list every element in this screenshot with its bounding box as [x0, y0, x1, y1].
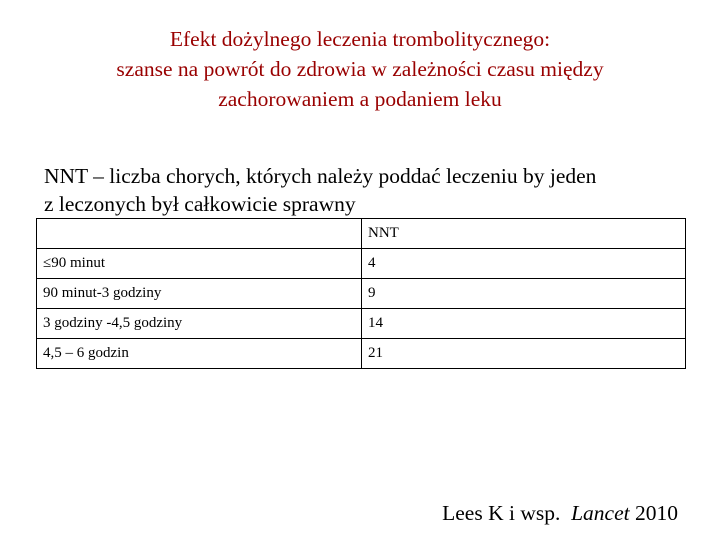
definition-line: z leczonych był całkowicie sprawny — [44, 192, 356, 216]
title-line: zachorowaniem a podaniem leku — [218, 87, 502, 111]
title-line: szanse na powrót do zdrowia w zależności czasu między — [116, 57, 604, 81]
time-window-cell: 3 godziny -4,5 godziny — [37, 309, 362, 339]
time-window-cell: 4,5 – 6 godzin — [37, 339, 362, 369]
table-row — [37, 279, 686, 309]
slide-title — [40, 24, 680, 114]
nnt-value-cell: 4 — [362, 249, 686, 279]
time-window-cell: ≤90 minut — [37, 249, 362, 279]
nnt-definition — [44, 162, 694, 218]
citation-journal: Lancet — [571, 501, 630, 525]
nnt-value-cell: 14 — [362, 309, 686, 339]
table-header-row — [37, 219, 686, 249]
citation-authors: Lees K i wsp. — [442, 501, 561, 525]
nnt-value-cell: 21 — [362, 339, 686, 369]
nnt-value-cell: 9 — [362, 279, 686, 309]
table-header-cell: NNT — [362, 219, 686, 249]
table-row — [37, 249, 686, 279]
table-row — [37, 339, 686, 369]
time-window-cell: 90 minut-3 godziny — [37, 279, 362, 309]
table-row — [37, 309, 686, 339]
citation — [442, 498, 678, 528]
citation-year: 2010 — [635, 501, 678, 525]
title-line: Efekt dożylnego leczenia trombolitycznego: — [169, 27, 551, 51]
definition-line: NNT – liczba chorych, których należy poddać leczeniu by jeden — [44, 164, 597, 188]
table-header-cell — [37, 219, 362, 249]
nnt-table — [36, 218, 686, 369]
